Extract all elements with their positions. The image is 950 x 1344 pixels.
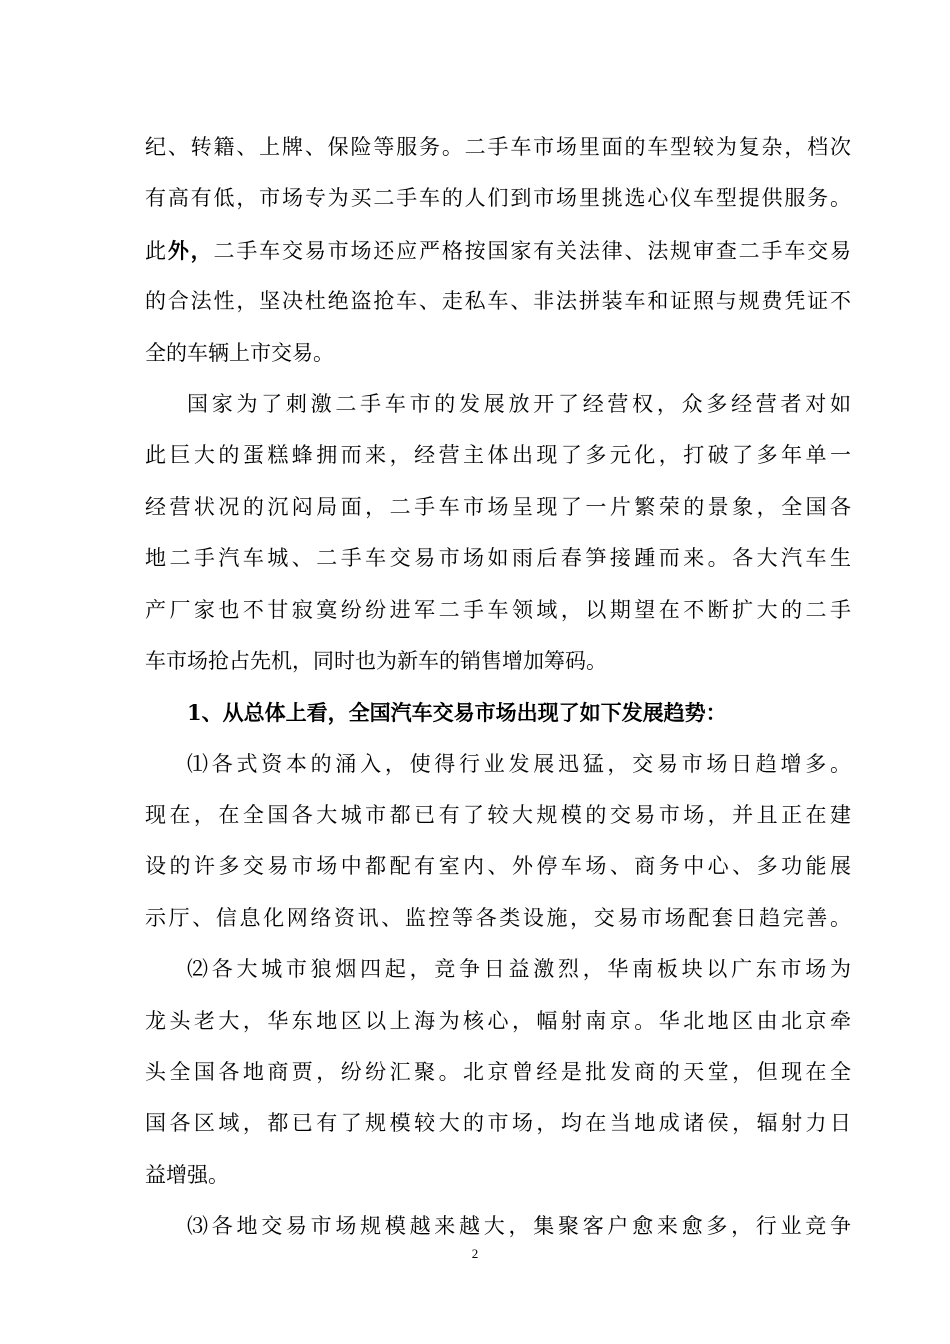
text-line: 设的许多交易市场中都配有室内、外停车场、商务中心、多功能展 xyxy=(145,854,851,879)
paragraph-first-line: 国家为了刺激二手车市的发展放开了经营权，众多经营者对如 xyxy=(187,391,851,416)
text-line: 有高有低，市场专为买二手车的人们到市场里挑选心仪车型提供服务。 xyxy=(145,186,851,211)
bold-text-segment: 外， xyxy=(167,237,214,263)
text-line: 经营状况的沉闷局面，二手车市场呈现了一片繁荣的景象，全国各 xyxy=(145,494,851,519)
paragraph-first-line: ⑶各地交易市场规模越来越大，集聚客户愈来愈多，行业竞争 xyxy=(187,1214,851,1239)
document-body xyxy=(145,122,851,1253)
text-line: 此巨大的蛋糕蜂拥而来，经营主体出现了多元化，打破了多年单一 xyxy=(145,443,851,468)
section-heading: 1、从总体上看，全国汽车交易市场出现了如下发展趋势： xyxy=(187,700,727,726)
text-line: 全的车辆上市交易。 xyxy=(145,340,334,365)
text-segment: 此 xyxy=(145,238,168,263)
text-line: 地二手汽车城、二手车交易市场如雨后春笋接踵而来。各大汽车生 xyxy=(145,546,851,571)
text-line: 纪、转籍、上牌、保险等服务。二手车市场里面的车型较为复杂，档次 xyxy=(145,135,851,159)
text-line: 国各区域，都已有了规模较大的市场，均在当地成诸侯，辐射力日 xyxy=(145,1111,851,1136)
text-line: 益增强。 xyxy=(145,1162,229,1187)
paragraph-first-line: ⑵各大城市狼烟四起，竞争日益激烈，华南板块以广东市场为 xyxy=(187,957,851,982)
text-line: 现在，在全国各大城市都已有了较大规模的交易市场，并且正在建 xyxy=(145,803,851,828)
text-segment: 二手车交易市场还应严格按国家有关法律、法规审查二手车交易 xyxy=(213,238,852,263)
text-line xyxy=(145,225,851,276)
text-line: 车市场抢占先机，同时也为新车的销售增加筹码。 xyxy=(145,648,607,673)
text-line: 的合法性，坚决杜绝盗抢车、走私车、非法拼装车和证照与规费凭证不 xyxy=(145,289,851,314)
page-number: 2 xyxy=(471,1246,479,1261)
paragraph-first-line: ⑴各式资本的涌入，使得行业发展迅猛，交易市场日趋增多。 xyxy=(187,751,851,776)
text-line: 头全国各地商贾，纷纷汇聚。北京曾经是批发商的天堂，但现在全 xyxy=(145,1060,851,1085)
text-line: 龙头老大，华东地区以上海为核心，幅射南京。华北地区由北京牵 xyxy=(145,1008,851,1033)
text-line: 产厂家也不甘寂寞纷纷进军二手车领域，以期望在不断扩大的二手 xyxy=(145,597,851,622)
text-line: 示厅、信息化网络资讯、监控等各类设施，交易市场配套日趋完善。 xyxy=(145,905,851,930)
